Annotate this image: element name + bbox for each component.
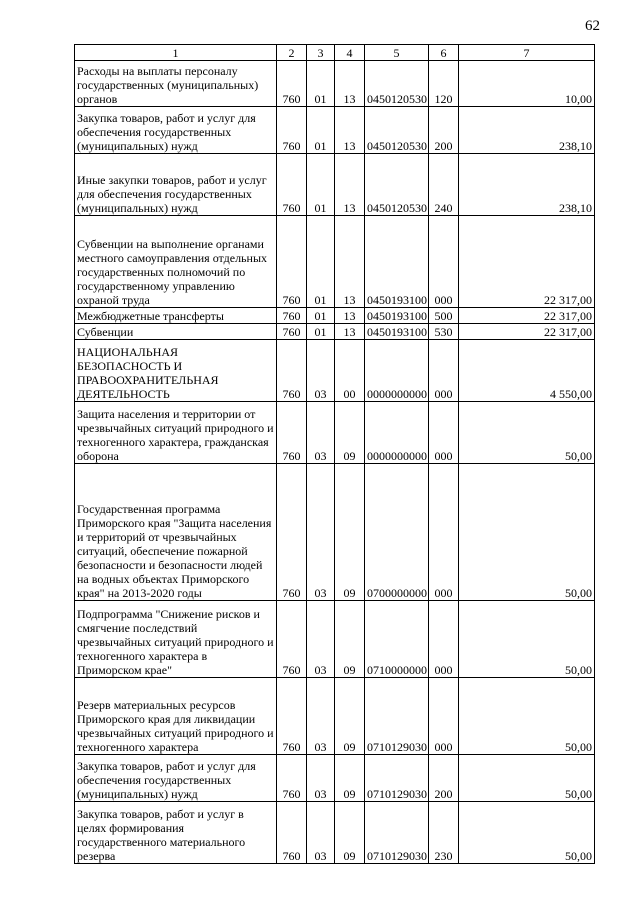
row-amount-cell: 50,00 <box>459 464 595 601</box>
row-type-cell: 000 <box>429 601 459 678</box>
row-code-cell: 760 <box>277 308 307 324</box>
table-row <box>75 216 595 308</box>
row-section-cell: 01 <box>307 216 335 308</box>
table-row <box>75 464 595 601</box>
header-cell-5: 5 <box>365 45 429 61</box>
row-section-cell: 03 <box>307 402 335 464</box>
row-section-cell: 01 <box>307 324 335 340</box>
row-code-cell: 760 <box>277 402 307 464</box>
row-name-cell: Закупка товаров, работ и услуг в целях формирования государственного материального резерва <box>75 802 277 864</box>
row-type-cell: 000 <box>429 402 459 464</box>
row-name-cell: НАЦИОНАЛЬНАЯ БЕЗОПАСНОСТЬ И ПРАВООХРАНИТЕЛЬНАЯ ДЕЯТЕЛЬНОСТЬ <box>75 340 277 402</box>
row-target-cell: 0710129030 <box>365 802 429 864</box>
table-row <box>75 340 595 402</box>
row-section-cell: 01 <box>307 107 335 154</box>
row-subsection-cell: 13 <box>335 324 365 340</box>
row-target-cell: 0450193100 <box>365 216 429 308</box>
row-subsection-cell: 09 <box>335 464 365 601</box>
row-subsection-cell: 09 <box>335 755 365 802</box>
row-type-cell: 240 <box>429 154 459 216</box>
row-section-cell: 01 <box>307 154 335 216</box>
table-row <box>75 678 595 755</box>
row-amount-cell: 238,10 <box>459 154 595 216</box>
row-amount-cell: 50,00 <box>459 802 595 864</box>
row-amount-cell: 50,00 <box>459 755 595 802</box>
row-amount-cell: 50,00 <box>459 678 595 755</box>
row-section-cell: 03 <box>307 802 335 864</box>
row-target-cell: 0450120530 <box>365 107 429 154</box>
row-type-cell: 230 <box>429 802 459 864</box>
row-target-cell: 0000000000 <box>365 340 429 402</box>
row-amount-cell: 22 317,00 <box>459 308 595 324</box>
row-amount-cell: 238,10 <box>459 107 595 154</box>
row-subsection-cell: 00 <box>335 340 365 402</box>
row-subsection-cell: 09 <box>335 678 365 755</box>
row-amount-cell: 4 550,00 <box>459 340 595 402</box>
row-section-cell: 01 <box>307 61 335 107</box>
row-subsection-cell: 13 <box>335 107 365 154</box>
row-subsection-cell: 13 <box>335 216 365 308</box>
table-row <box>75 61 595 107</box>
row-name-cell: Резерв материальных ресурсов Приморского края для ликвидации чрезвычайных ситуаций природного и техногенного характера <box>75 678 277 755</box>
row-target-cell: 0450120530 <box>365 154 429 216</box>
row-section-cell: 03 <box>307 601 335 678</box>
row-subsection-cell: 09 <box>335 402 365 464</box>
row-amount-cell: 50,00 <box>459 601 595 678</box>
row-name-cell: Межбюджетные трансферты <box>75 308 277 324</box>
row-subsection-cell: 13 <box>335 308 365 324</box>
row-subsection-cell: 09 <box>335 601 365 678</box>
table-row <box>75 324 595 340</box>
row-name-cell: Закупка товаров, работ и услуг для обеспечения государственных (муниципальных) нужд <box>75 755 277 802</box>
row-name-cell: Закупка товаров, работ и услуг для обеспечения государственных (муниципальных) нужд <box>75 107 277 154</box>
row-type-cell: 000 <box>429 340 459 402</box>
row-type-cell: 000 <box>429 464 459 601</box>
row-code-cell: 760 <box>277 678 307 755</box>
header-cell-1: 1 <box>75 45 277 61</box>
row-target-cell: 0450193100 <box>365 324 429 340</box>
row-subsection-cell: 09 <box>335 802 365 864</box>
table-row <box>75 154 595 216</box>
row-code-cell: 760 <box>277 802 307 864</box>
row-code-cell: 760 <box>277 755 307 802</box>
table-row <box>75 107 595 154</box>
table-row <box>75 755 595 802</box>
row-target-cell: 0450193100 <box>365 308 429 324</box>
row-name-cell: Подпрограмма "Снижение рисков и смягчение последствий чрезвычайных ситуаций природного и техногенного характера в Приморском крае" <box>75 601 277 678</box>
table-row <box>75 802 595 864</box>
row-type-cell: 500 <box>429 308 459 324</box>
row-target-cell: 0000000000 <box>365 402 429 464</box>
row-amount-cell: 10,00 <box>459 61 595 107</box>
table-row <box>75 601 595 678</box>
row-name-cell: Субвенции <box>75 324 277 340</box>
row-target-cell: 0700000000 <box>365 464 429 601</box>
row-name-cell: Защита населения и территории от чрезвычайных ситуаций природного и техногенного характера, гражданская оборона <box>75 402 277 464</box>
row-amount-cell: 50,00 <box>459 402 595 464</box>
header-cell-3: 3 <box>307 45 335 61</box>
row-code-cell: 760 <box>277 107 307 154</box>
row-code-cell: 760 <box>277 464 307 601</box>
header-cell-7: 7 <box>459 45 595 61</box>
row-section-cell: 03 <box>307 678 335 755</box>
row-section-cell: 03 <box>307 755 335 802</box>
row-target-cell: 0710129030 <box>365 755 429 802</box>
header-cell-6: 6 <box>429 45 459 61</box>
row-type-cell: 200 <box>429 755 459 802</box>
header-cell-4: 4 <box>335 45 365 61</box>
header-cell-2: 2 <box>277 45 307 61</box>
row-code-cell: 760 <box>277 340 307 402</box>
row-amount-cell: 22 317,00 <box>459 324 595 340</box>
table-row <box>75 402 595 464</box>
row-section-cell: 03 <box>307 340 335 402</box>
budget-table <box>74 44 595 864</box>
row-code-cell: 760 <box>277 601 307 678</box>
row-code-cell: 760 <box>277 61 307 107</box>
row-type-cell: 530 <box>429 324 459 340</box>
row-type-cell: 000 <box>429 216 459 308</box>
row-amount-cell: 22 317,00 <box>459 216 595 308</box>
row-section-cell: 01 <box>307 308 335 324</box>
row-type-cell: 120 <box>429 61 459 107</box>
row-name-cell: Субвенции на выполнение органами местного самоуправления отдельных государственных полномочий по государственному управлению охраной труда <box>75 216 277 308</box>
row-target-cell: 0450120530 <box>365 61 429 107</box>
row-name-cell: Расходы на выплаты персоналу государственных (муниципальных) органов <box>75 61 277 107</box>
row-section-cell: 03 <box>307 464 335 601</box>
row-code-cell: 760 <box>277 216 307 308</box>
row-code-cell: 760 <box>277 324 307 340</box>
row-name-cell: Иные закупки товаров, работ и услуг для обеспечения государственных (муниципальных) нужд <box>75 154 277 216</box>
row-target-cell: 0710000000 <box>365 601 429 678</box>
row-subsection-cell: 13 <box>335 154 365 216</box>
row-target-cell: 0710129030 <box>365 678 429 755</box>
row-name-cell: Государственная программа Приморского края "Защита населения и территорий от чрезвычайных ситуаций, обеспечение пожарной безопасности и безопасности людей на водных объектах Приморского края" на 2013-2020 годы <box>75 464 277 601</box>
row-code-cell: 760 <box>277 154 307 216</box>
page-number: 62 <box>585 18 600 34</box>
table-row <box>75 308 595 324</box>
table-header-row <box>75 45 595 61</box>
row-type-cell: 200 <box>429 107 459 154</box>
row-type-cell: 000 <box>429 678 459 755</box>
row-subsection-cell: 13 <box>335 61 365 107</box>
